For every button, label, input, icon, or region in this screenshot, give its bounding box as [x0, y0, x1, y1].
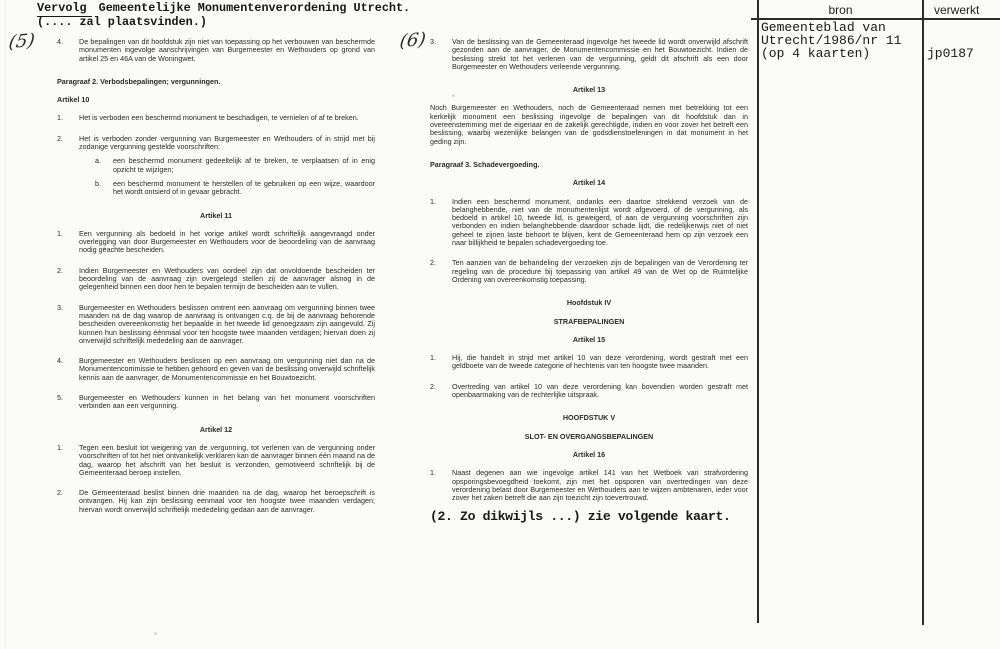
article-item	[430, 354, 748, 371]
table-header-bron: bron	[828, 3, 853, 17]
article-item	[430, 38, 748, 71]
section-heading: Paragraaf 2. Verbodsbepalingen; vergunningen.	[57, 76, 221, 86]
table-cell-bron	[761, 21, 901, 61]
document-title	[37, 2, 410, 29]
handwritten-mark-left: (5)	[7, 29, 36, 54]
item-number: 1.	[57, 113, 63, 123]
bron-line: (op 4 kaarten)	[761, 46, 871, 62]
item-number: 2.	[57, 488, 63, 498]
scan-speck	[154, 632, 157, 635]
table-column-divider	[922, 0, 924, 625]
scan-edge-artifact	[5, 0, 6, 649]
item-text: Naast degenen aan wie ingevolge artikel 141 van het Wetboek van strafvordering opsporingsbevoegdheid toekomt, zijn met het opsporen van overtredingen van deze verordening belast door Burgemeester en Wethouders aan te wijzen ambtenaren, ieder voor zover het zaken betreft die aan zijn toezicht zijn toevertrouwd.	[452, 468, 748, 503]
left-text-column	[57, 38, 375, 514]
handwritten-mark-right: (6)	[398, 28, 427, 53]
table-border-left	[757, 0, 759, 623]
article-heading: Hoofdstuk IV	[566, 298, 612, 308]
item-text: Tegen een besluit tot weigering van de vergunning, tot verlenen van de vergunning onder voorschriften of tot het niet ontvankelijk verklaren kan de aanvrager binnen één maand na de dag, waarop het afschrift van het besluit is verzonden, gemotiveerd schriftelijk bij de Gemeenteraad beroep instellen.	[79, 442, 375, 477]
item-number: 4.	[57, 356, 63, 366]
article-item	[57, 114, 375, 122]
article-item	[57, 135, 375, 152]
item-text: Het is verboden zonder vergunning van Burgemeester en Wethouders of in strijd met bij zodanige vergunning gestelde voorschriften:	[79, 133, 375, 152]
section-heading: Artikel 10	[57, 95, 90, 105]
article-heading: HOOFDSTUK V	[562, 413, 616, 423]
article-heading: Artikel 16	[572, 449, 606, 459]
item-text: Het is verboden een beschermd monument te beschadigen, te vernielen of af te breken.	[79, 113, 359, 123]
item-text: De bepalingen van dit hoofdstuk zijn niet van toepassing op het verbouwen van beschermde monumenten ingevolge aanschrijvingen van Burgemeester en Wethouders op grond van artikel 25 en 46A van de Woningwet.	[79, 37, 375, 63]
item-number: 1.	[57, 442, 63, 452]
item-text: een beschermd monument gedeeltelijk af te breken, te verplaatsen of in enig opzicht te wijzigen;	[113, 156, 375, 174]
article-subitem	[95, 180, 375, 197]
typed-annotation: (2. Zo dikwijls ...) zie volgende kaart.	[430, 509, 731, 525]
article-heading: SLOT- EN OVERGANGSBEPALINGEN	[524, 431, 654, 441]
article-item	[57, 230, 375, 255]
item-text: Van de beslissing van de Gemeenteraad ingevolge het tweede lid wordt onverwijld afschrift gezonden aan de aanvrager, de Monumentencommissie en het Bouwtoezicht. Indien de beslissing strekt tot het verlenen van de vergunning, geldt dit afschrift als een door Burgemeester en Wethouders verleende vergunning.	[452, 37, 748, 71]
item-number: 1.	[430, 468, 436, 478]
article-subitem	[95, 157, 375, 174]
right-text-column	[430, 38, 748, 525]
article-item	[57, 489, 375, 514]
item-number: 2.	[57, 265, 63, 275]
article-item	[430, 383, 748, 400]
item-text: Ten aanzien van de behandeling der verzoeken zijn de bepalingen van de Verordening ter regeling van de procedure bij toepassing van artikel 49 van de Wet op de Ruimtelijke Ordening van overeenkomstig toepassing.	[452, 258, 748, 284]
item-text: Een vergunning als bedoeld in het vorige artikel wordt schriftelijk aangevraagd onder overlegging van door Burgemeester en Wethouders voor de beoordeling van de aanvraag nodig geachte bescheiden.	[79, 228, 375, 255]
article-heading: Artikel 13	[572, 85, 606, 95]
item-number: a.	[95, 156, 101, 166]
article-item	[57, 38, 375, 63]
item-number: 1.	[57, 228, 63, 238]
bron-line: Utrecht/1986/nr 11	[761, 33, 902, 49]
item-text: Burgemeester en Wethouders beslissen op een aanvraag om vergunning niet dan na de Monumentencommissie te hebben gehoord en geven van de beslissing onverwijld schriftelijk kennis aan de aanvrager, de Monumentencommissie en het Bouwtoezicht.	[79, 356, 375, 382]
article-heading: Artikel 12	[199, 424, 233, 434]
section-heading: Paragraaf 3. Schadevergoeding.	[430, 159, 540, 169]
item-number: 4.	[57, 37, 63, 46]
item-number: 5.	[57, 393, 63, 403]
table-header-verwerkt: verwerkt	[934, 3, 980, 17]
item-number: 3.	[430, 37, 436, 46]
item-number: b.	[95, 178, 101, 188]
item-number: 1.	[430, 353, 436, 363]
item-text: een beschermd monument te herstellen of te gebruiken op een wijze, waardoor het wordt ontsierd of in gevaar gebracht.	[113, 178, 375, 197]
item-number: 2.	[430, 381, 436, 391]
item-text: Hij, die handelt in strijd met artikel 10 van deze verordening, wordt gestraft met een geldboete van de tweede categorie of hechtenis van ten hoogste twee maanden.	[452, 353, 748, 371]
article-item	[57, 444, 375, 477]
item-text: Burgemeester en Wethouders beslissen omtrent een aanvraag om vergunning binnen twee maanden na de dag waarop de aanvraag is ontvangen c.q. de bij de aanvraag behorende bescheiden overeenkomstig het bepaalde in het tweede lid genoegzaam zijn aangevuld. Zij kunnen hun beslissing éénmaal voor ten hoogste twee maanden verdagen; hiervan doen zij onverwijld schriftelijk mededeling aan de aanvrager.	[79, 302, 375, 345]
item-text: Indien een beschermd monument, ondanks een daartoe strekkend verzoek van de belanghebbende, niet van de monumentenlijst wordt afgevoerd, of de vergunning, als bedoeld in artikel 10, tweede lid, is geweigerd, of aan de vergunning voorschriften zijn verbonden en indien belanghebbende daardoor schade lijdt, die redelijkerwijs niet of niet geheel te zijnen laste behoort te blijven, kent de Gemeenteraad hem op zijn verzoek een naar billijkheid te bepalen schadevergoeding toe.	[452, 196, 748, 248]
bron-line: Gemeenteblad van	[761, 20, 886, 35]
article-heading: STRAFBEPALINGEN	[553, 316, 625, 326]
article-heading: Artikel 14	[572, 178, 606, 188]
article-item	[57, 304, 375, 345]
article-heading: Artikel 15	[572, 334, 606, 344]
article-item	[430, 198, 748, 248]
item-text: Overtreding van artikel 10 van deze verordening kan bovendien worden gestraft met openbaarmaking van de rechterlijke uitspraak.	[452, 381, 748, 400]
article-item	[57, 394, 375, 411]
title-rest: Gemeentelijke Monumentenverordening Utrecht.	[91, 1, 411, 15]
title-underlined-word: Vervolg	[37, 1, 92, 17]
item-number: 3.	[57, 302, 63, 312]
article-item	[430, 259, 748, 284]
item-number: 2.	[57, 133, 63, 143]
item-number: 2.	[430, 258, 436, 268]
table-cell-verwerkt: jp0187	[927, 46, 974, 61]
article-paragraph: Noch Burgemeester en Wethouders, noch de Gemeenteraad nemen met betrekking tot een kerkelijk monument een beslissing ingevolge de bepalingen van dit hoofdstuk dan in overeenstemming met de eigenaar en de zakelijk gerechtigde, indien en voor zover het betreft een beslissing, waarbij wezenlijke belangen van de godsdienstoefeningen in dat monument in het geding zijn.	[430, 103, 748, 146]
item-text: De Gemeenteraad beslist binnen drie maanden na de dag, waarop het beroepschrift is ontvangen. Hij kan zijn beslissing eenmaal voor ten hoogste twee maanden verdagen; hiervan wordt onverwijld schriftelijk mededeling gedaan aan de aanvrager.	[79, 488, 375, 514]
article-heading: Artikel 11	[200, 210, 232, 220]
item-text: Burgemeester en Wethouders kunnen in het belang van het monument voorschriften verbinden aan een vergunning.	[79, 393, 375, 411]
article-item	[57, 357, 375, 382]
article-item	[57, 267, 375, 292]
item-number: 1.	[430, 196, 436, 206]
item-text: Indien Burgemeester en Wethouders van oordeel zijn dat onvoldoende bescheiden ter beoordeling van de aanvraag zijn overgelegd stellen zij de aanvrager alsnog in de gelegenheid binnen een door hen te bepalen termijn de bescheiden aan te vullen.	[79, 265, 375, 292]
title-subtitle: (.... zal plaatsvinden.)	[37, 14, 207, 29]
article-item	[430, 469, 748, 502]
